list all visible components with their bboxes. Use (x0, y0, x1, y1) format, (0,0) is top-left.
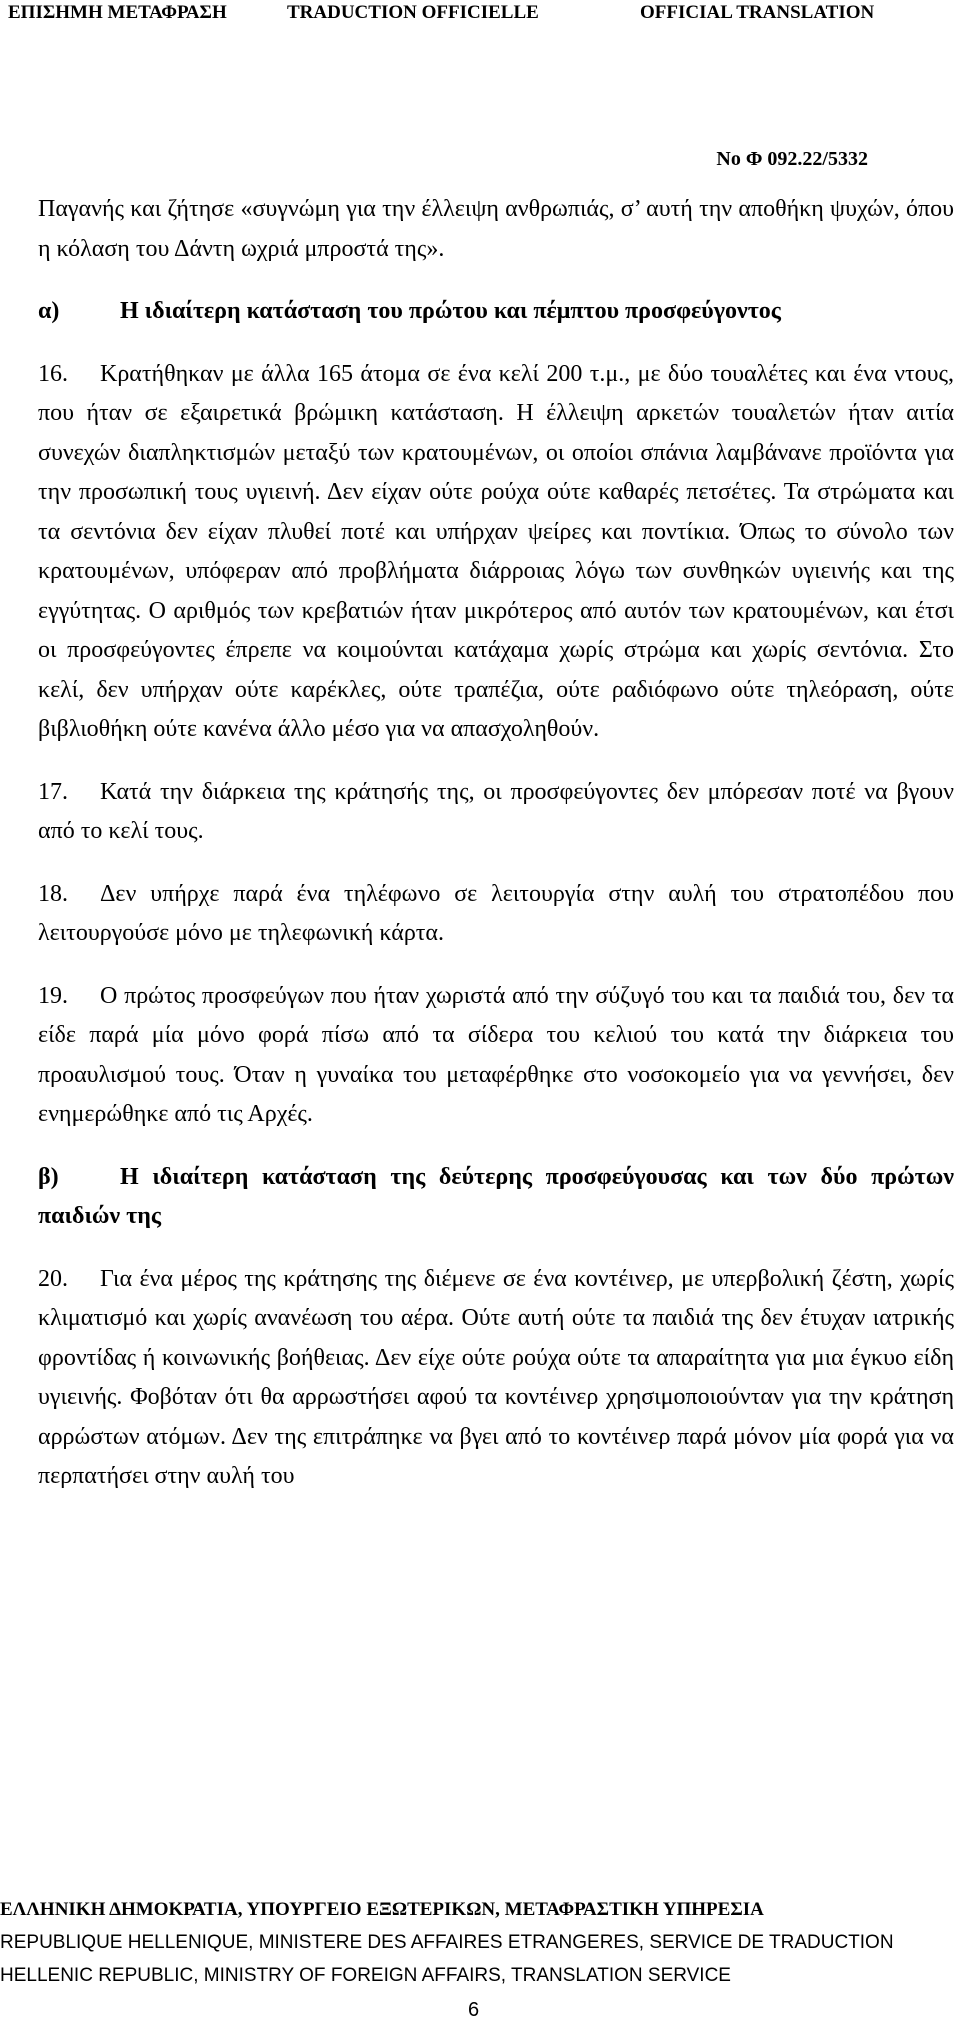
paragraph-number: 16. (38, 360, 68, 387)
paragraph-20 (38, 1260, 954, 1497)
paragraph-18 (38, 875, 954, 954)
page-header (0, 0, 960, 30)
header-greek: ΕΠΙΣΗΜΗ ΜΕΤΑΦΡΑΣΗ (8, 2, 227, 23)
section-prefix: α) (38, 298, 60, 324)
footer-french: REPUBLIQUE HELLENIQUE, MINISTERE DES AFFAIRES ETRANGERES, SERVICE DE TRADUCTION (0, 1932, 894, 1953)
section-heading-a (38, 292, 954, 332)
paragraph-text: Κατά την διάρκεια της κράτησής της, οι προσφεύγοντες δεν μπόρεσαν ποτέ να βγουν από το κελί τους. (38, 778, 954, 844)
header-french: TRADUCTION OFFICIELLE (287, 2, 539, 23)
paragraph-continuation (38, 190, 954, 269)
paragraph-number: 18. (38, 880, 68, 907)
document-body (38, 190, 954, 1497)
footer-english: HELLENIC REPUBLIC, MINISTRY OF FOREIGN AFFAIRS, TRANSLATION SERVICE (0, 1965, 731, 1986)
paragraph-16 (38, 355, 954, 750)
paragraph-number: 19. (38, 982, 68, 1009)
header-english: OFFICIAL TRANSLATION (640, 2, 875, 23)
paragraph-number: 17. (38, 778, 68, 805)
reference-number: Νο Φ 092.22/5332 (716, 148, 868, 170)
section-title: Η ιδιαίτερη κατάσταση του πρώτου και πέμπτου προσφεύγοντος (120, 298, 781, 324)
section-title: Η ιδιαίτερη κατάσταση της δεύτερης προσφεύγουσας και των δύο πρώτων παιδιών της (38, 1163, 954, 1229)
paragraph-19 (38, 977, 954, 1135)
section-heading-b (38, 1158, 954, 1237)
section-prefix: β) (38, 1163, 59, 1190)
paragraph-text: Δεν υπήρχε παρά ένα τηλέφωνο σε λειτουργία στην αυλή του στρατοπέδου που λειτουργούσε μόνο με τηλεφωνική κάρτα. (38, 880, 954, 946)
footer-greek: ΕΛΛΗΝΙΚΗ ΔΗΜΟΚΡΑΤΙΑ, ΥΠΟΥΡΓΕΙΟ ΕΞΩΤΕΡΙΚΩΝ, ΜΕΤΑΦΡΑΣΤΙΚΗ ΥΠΗΡΕΣΙΑ (0, 1899, 764, 1920)
paragraph-17 (38, 773, 954, 852)
paragraph-text: Κρατήθηκαν με άλλα 165 άτομα σε ένα κελί 200 τ.μ., με δύο τουαλέτες και ένα ντους, που ήταν σε εξαιρετικά βρώμικη κατάσταση. Η έλλειψη αρκετών τουαλετών ήταν αιτία συνεχών διαπληκτισμών μεταξύ των κρατουμένων, οι οποίοι σπάνια λαμβάνανε προϊόντα για την προσωπική τους υγιεινή. Δεν είχαν ούτε ρούχα ούτε καθαρές πετσέτες. Τα στρώματα και τα σεντόνια δεν είχαν πλυθεί ποτέ και υπήρχαν ψείρες και ποντίκια. Όπως το σύνολο των κρατουμένων, υπόφεραν από προβλήματα διάρροιας λόγω των συνθηκών υγιεινής και της εγγύτητας. Ο αριθμός των κρεβατιών ήταν μικρότερος από αυτόν των κρατουμένων, και έτσι οι προσφεύγοντες έπρεπε να κοιμούνται κατάχαμα χωρίς στρώμα και χωρίς σεντόνια. Στο κελί, δεν υπήρχαν ούτε καρέκλες, ούτε τραπέζια, ούτε ραδιόφωνο ούτε τηλεόραση, ούτε βιβλιοθήκη ούτε κανένα άλλο μέσο για να απασχοληθούν. (38, 360, 954, 742)
paragraph-text: Για ένα μέρος της κράτησης της διέμενε σε ένα κοντέινερ, με υπερβολική ζέστη, χωρίς κλιματισμό και χωρίς ανανέωση του αέρα. Ούτε αυτή ούτε τα παιδιά της δεν έτυχαν ιατρικής φροντίδας ή κοινωνικής βοήθειας. Δεν είχε ούτε ρούχα ούτε τα απαραίτητα για μια έγκυο είδη υγιεινής. Φοβόταν ότι θα αρρωστήσει αφού τα κοντέινερ χρησιμοποιούνταν για την κράτηση αρρώστων ατόμων. Δεν της επιτράπηκε να βγει από το κοντέινερ παρά μόνον μία φορά για να περπατήσει στην αυλή του (38, 1265, 954, 1489)
paragraph-text: Παγανής και ζήτησε «συγνώμη για την έλλειψη ανθρωπιάς, σ’ αυτή την αποθήκη ψυχών, όπου η κόλαση του Δάντη ωχριά μπροστά της». (38, 196, 954, 262)
paragraph-text: Ο πρώτος προσφεύγων που ήταν χωριστά από την σύζυγό του και τα παιδιά του, δεν τα είδε παρά μία μόνο φορά πίσω από τα σίδερα του κελιού του κατά την διάρκεια του προαυλισμού τους. Όταν η γυναίκα του μεταφέρθηκε στο νοσοκομείο για να γεννήσει, δεν ενημερώθηκε από τις Αρχές. (38, 982, 954, 1127)
paragraph-number: 20. (38, 1265, 68, 1292)
page-number: 6 (468, 1999, 480, 2021)
